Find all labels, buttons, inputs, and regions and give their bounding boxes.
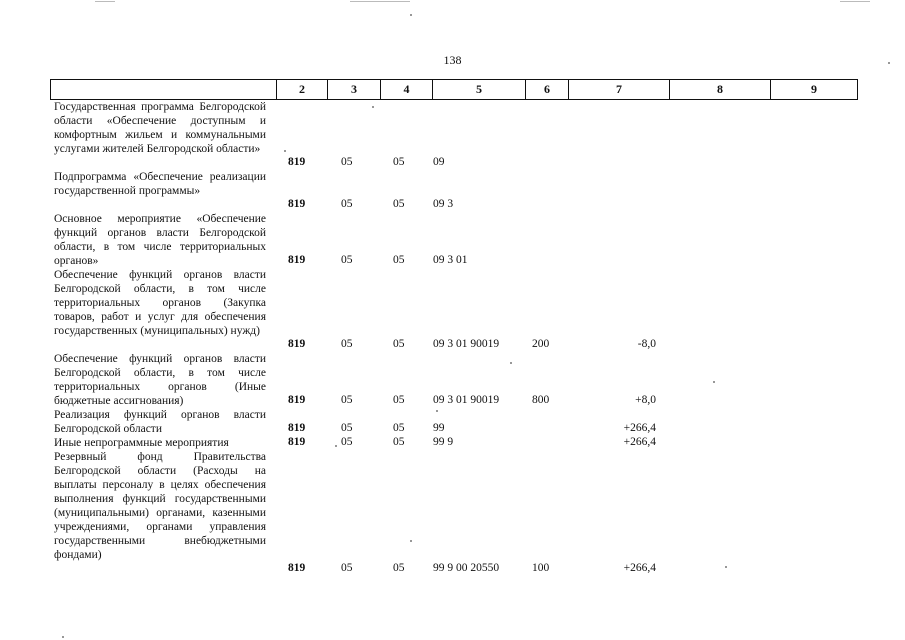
row-amount: -8,0 (637, 338, 656, 350)
row-subsection: 05 (393, 338, 405, 350)
row-admin-code: 819 (288, 198, 306, 210)
row-admin-code: 819 (288, 436, 306, 448)
scan-artifact-speck (410, 540, 412, 542)
scan-artifact-speck (725, 566, 727, 568)
row-section: 05 (341, 394, 353, 406)
row-expense-code: 200 (532, 338, 550, 350)
column-header-3: 3 (328, 80, 381, 100)
row-section: 05 (341, 562, 353, 574)
row-expense-code: 800 (532, 394, 550, 406)
row-amount: +266,4 (623, 422, 656, 434)
row-admin-code: 819 (288, 156, 306, 168)
row-admin-code: 819 (288, 254, 306, 266)
row-description: Резервный фонд Правительства Белгородской области (Расходы на выплаты персоналу в целях обеспечения выполнения функций государственными (муниципальными) органами, казенными учреждениями, органами управления государственными внебюджетными фондами) (54, 451, 266, 561)
row-target-code: 99 9 00 20550 (433, 562, 500, 574)
scan-artifact-speck (713, 381, 715, 383)
row-section: 05 (341, 198, 353, 210)
row-description: Основное мероприятие «Обеспечение функций органов власти Белгородской области, в том числе территориальных органов» (54, 213, 266, 267)
column-header-7: 7 (569, 80, 670, 100)
scan-artifact-speck (284, 150, 286, 152)
scan-artifact-speck (335, 445, 337, 447)
column-header-4: 4 (381, 80, 433, 100)
row-subsection: 05 (393, 422, 405, 434)
row-subsection: 05 (393, 198, 405, 210)
row-target-code: 09 3 01 90019 (433, 394, 500, 406)
row-section: 05 (341, 254, 353, 266)
scan-artifact-line (95, 1, 115, 2)
row-admin-code: 819 (288, 394, 306, 406)
column-header-9: 9 (771, 80, 858, 100)
scan-artifact-speck (410, 14, 412, 16)
column-header-6: 6 (526, 80, 569, 100)
row-target-code: 99 9 (433, 436, 454, 448)
row-admin-code: 819 (288, 562, 306, 574)
row-admin-code: 819 (288, 338, 306, 350)
row-target-code: 09 3 01 90019 (433, 338, 500, 350)
row-description: Реализация функций органов власти Белгородской области (54, 409, 266, 435)
column-header-8: 8 (670, 80, 771, 100)
row-target-code: 99 (433, 422, 445, 434)
row-target-code: 09 3 01 (433, 254, 468, 266)
page-number: 138 (443, 53, 462, 67)
row-subsection: 05 (393, 394, 405, 406)
row-section: 05 (341, 436, 353, 448)
row-section: 05 (341, 156, 353, 168)
row-description: Обеспечение функций органов власти Белгородской области, в том числе территориальных органов (Закупка товаров, работ и услуг для обеспечения государственных (муниципальных) нужд) (54, 269, 266, 337)
row-target-code: 09 (433, 156, 445, 168)
row-description: Государственная программа Белгородской области «Обеспечение доступным и комфортным жильем и коммунальными услугами жителей Белгородской области» (54, 101, 266, 155)
scan-artifact-speck (888, 62, 890, 64)
row-subsection: 05 (393, 436, 405, 448)
scan-artifact-line (350, 1, 410, 2)
row-target-code: 09 3 (433, 198, 454, 210)
row-subsection: 05 (393, 156, 405, 168)
row-section: 05 (341, 422, 353, 434)
column-header-2: 2 (277, 80, 328, 100)
row-description: Обеспечение функций органов власти Белгородской области, в том числе территориальных органов (Иные бюджетные ассигнования) (54, 353, 266, 407)
row-subsection: 05 (393, 254, 405, 266)
row-description: Подпрограмма «Обеспечение реализации государственной программы» (54, 171, 266, 197)
column-header-5: 5 (433, 80, 526, 100)
row-amount: +8,0 (635, 394, 656, 406)
scan-artifact-speck (436, 410, 438, 412)
scan-artifact-speck (372, 106, 374, 108)
row-description: Иные непрограммные мероприятия (54, 437, 229, 449)
row-section: 05 (341, 338, 353, 350)
row-amount: +266,4 (623, 562, 656, 574)
scan-artifact-speck (62, 636, 64, 638)
row-subsection: 05 (393, 562, 405, 574)
row-admin-code: 819 (288, 422, 306, 434)
row-expense-code: 100 (532, 562, 550, 574)
scan-artifact-line (840, 1, 870, 2)
scan-artifact-speck (510, 362, 512, 364)
row-amount: +266,4 (623, 436, 656, 448)
